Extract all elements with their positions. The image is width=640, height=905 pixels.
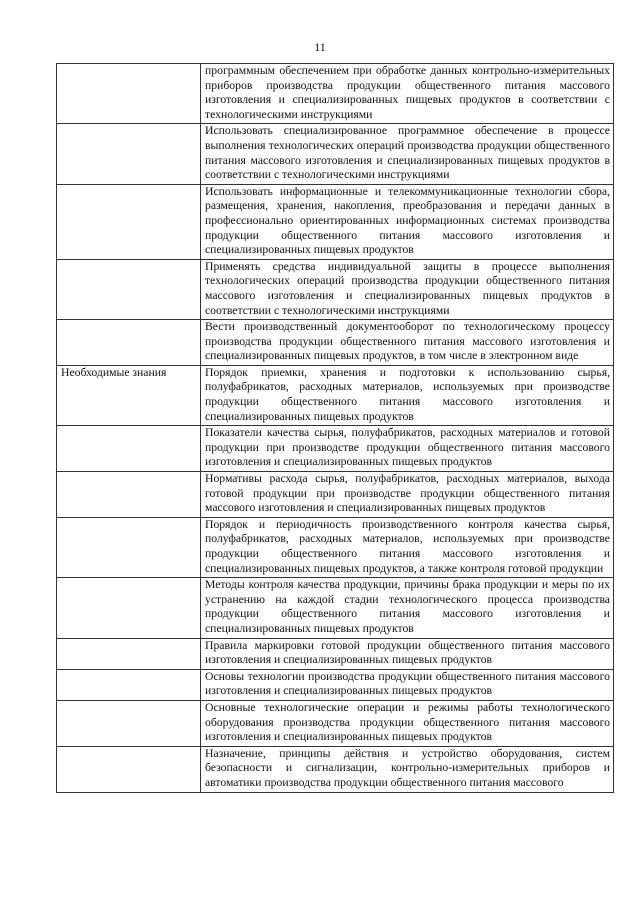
- table-row: [57, 638, 614, 669]
- row-label: [57, 320, 201, 366]
- table-row: [57, 700, 614, 746]
- row-label: [57, 472, 201, 518]
- row-text: программным обеспечением при обработке данных контрольно-измерительных приборов производства продукции общественного питания массового изготовления и специализированных пищевых продуктов в соответствии с технологическими инструкциями: [201, 64, 614, 124]
- row-label: [57, 517, 201, 577]
- row-label: [57, 669, 201, 700]
- requirements-table: [56, 63, 614, 793]
- row-text: Вести производственный документооборот по технологическому процессу производства продукции общественного питания массового изготовления и специализированных пищевых продуктов, в том числе в электронном виде: [201, 320, 614, 366]
- row-text: Основные технологические операции и режимы работы технологического оборудования производства продукции общественного питания массового изготовления и специализированных пищевых продуктов: [201, 700, 614, 746]
- row-text: Использовать специализированное программное обеспечение в процессе выполнения технологических операций производства продукции общественного питания массового изготовления и специализированных пищевых продуктов в соответствии с технологическими инструкциями: [201, 124, 614, 184]
- table-row: [57, 669, 614, 700]
- row-label: [57, 638, 201, 669]
- row-text: Назначение, принципы действия и устройство оборудования, систем безопасности и сигнализации, контрольно-измерительных приборов и автоматики производства продукции общественного питания массового: [201, 746, 614, 792]
- row-label-necessary-knowledge: Необходимые знания: [57, 365, 201, 425]
- row-text: Порядок и периодичность производственного контроля качества сырья, полуфабрикатов, расходных материалов, используемых при производстве продукции общественного питания массового изготовления и специализированных пищевых продуктов, а также контроля готовой продукции: [201, 517, 614, 577]
- row-label: [57, 578, 201, 638]
- row-label: [57, 259, 201, 319]
- row-text: Методы контроля качества продукции, причины брака продукции и меры по их устранению на каждой стадии технологического процесса производства продукции общественного питания массового изготовления и специализированных пищевых продуктов: [201, 578, 614, 638]
- table-row: [57, 746, 614, 792]
- table-row: [57, 259, 614, 319]
- row-label: [57, 184, 201, 259]
- row-text: Нормативы расхода сырья, полуфабрикатов, расходных материалов, выхода готовой продукции при производстве продукции общественного питания массового изготовления и специализированных пищевых продуктов: [201, 472, 614, 518]
- row-text: Порядок приемки, хранения и подготовки к использованию сырья, полуфабрикатов, расходных материалов, используемых при производстве продукции общественного питания массового изготовления и специализированных пищевых продуктов: [201, 365, 614, 425]
- row-text: Показатели качества сырья, полуфабрикатов, расходных материалов и готовой продукции при производстве продукции общественного питания массового изготовления и специализированных пищевых продуктов: [201, 426, 614, 472]
- table-row: [57, 517, 614, 577]
- row-text: Правила маркировки готовой продукции общественного питания массового изготовления и специализированных пищевых продуктов: [201, 638, 614, 669]
- row-text: Использовать информационные и телекоммуникационные технологии сбора, размещения, хранения, накопления, преобразования и передачи данных в профессионально ориентированных информационных системах производства продукции общественного питания массового изготовления и специализированных пищевых продуктов: [201, 184, 614, 259]
- table-row: [57, 64, 614, 124]
- row-label: [57, 746, 201, 792]
- row-label: [57, 124, 201, 184]
- table-row: [57, 426, 614, 472]
- table-row: [57, 578, 614, 638]
- row-label: [57, 426, 201, 472]
- row-text: Применять средства индивидуальной защиты в процессе выполнения технологических операций производства продукции общественного питания массового изготовления и специализированных пищевых продуктов в соответствии с технологическими инструкциями: [201, 259, 614, 319]
- table-row: [57, 320, 614, 366]
- row-text: Основы технологии производства продукции общественного питания массового изготовления и специализированных пищевых продуктов: [201, 669, 614, 700]
- table-row: [57, 365, 614, 425]
- table-row: [57, 124, 614, 184]
- row-label: [57, 64, 201, 124]
- row-label: [57, 700, 201, 746]
- table-row: [57, 184, 614, 259]
- table-row: [57, 472, 614, 518]
- page-number: 11: [314, 40, 326, 54]
